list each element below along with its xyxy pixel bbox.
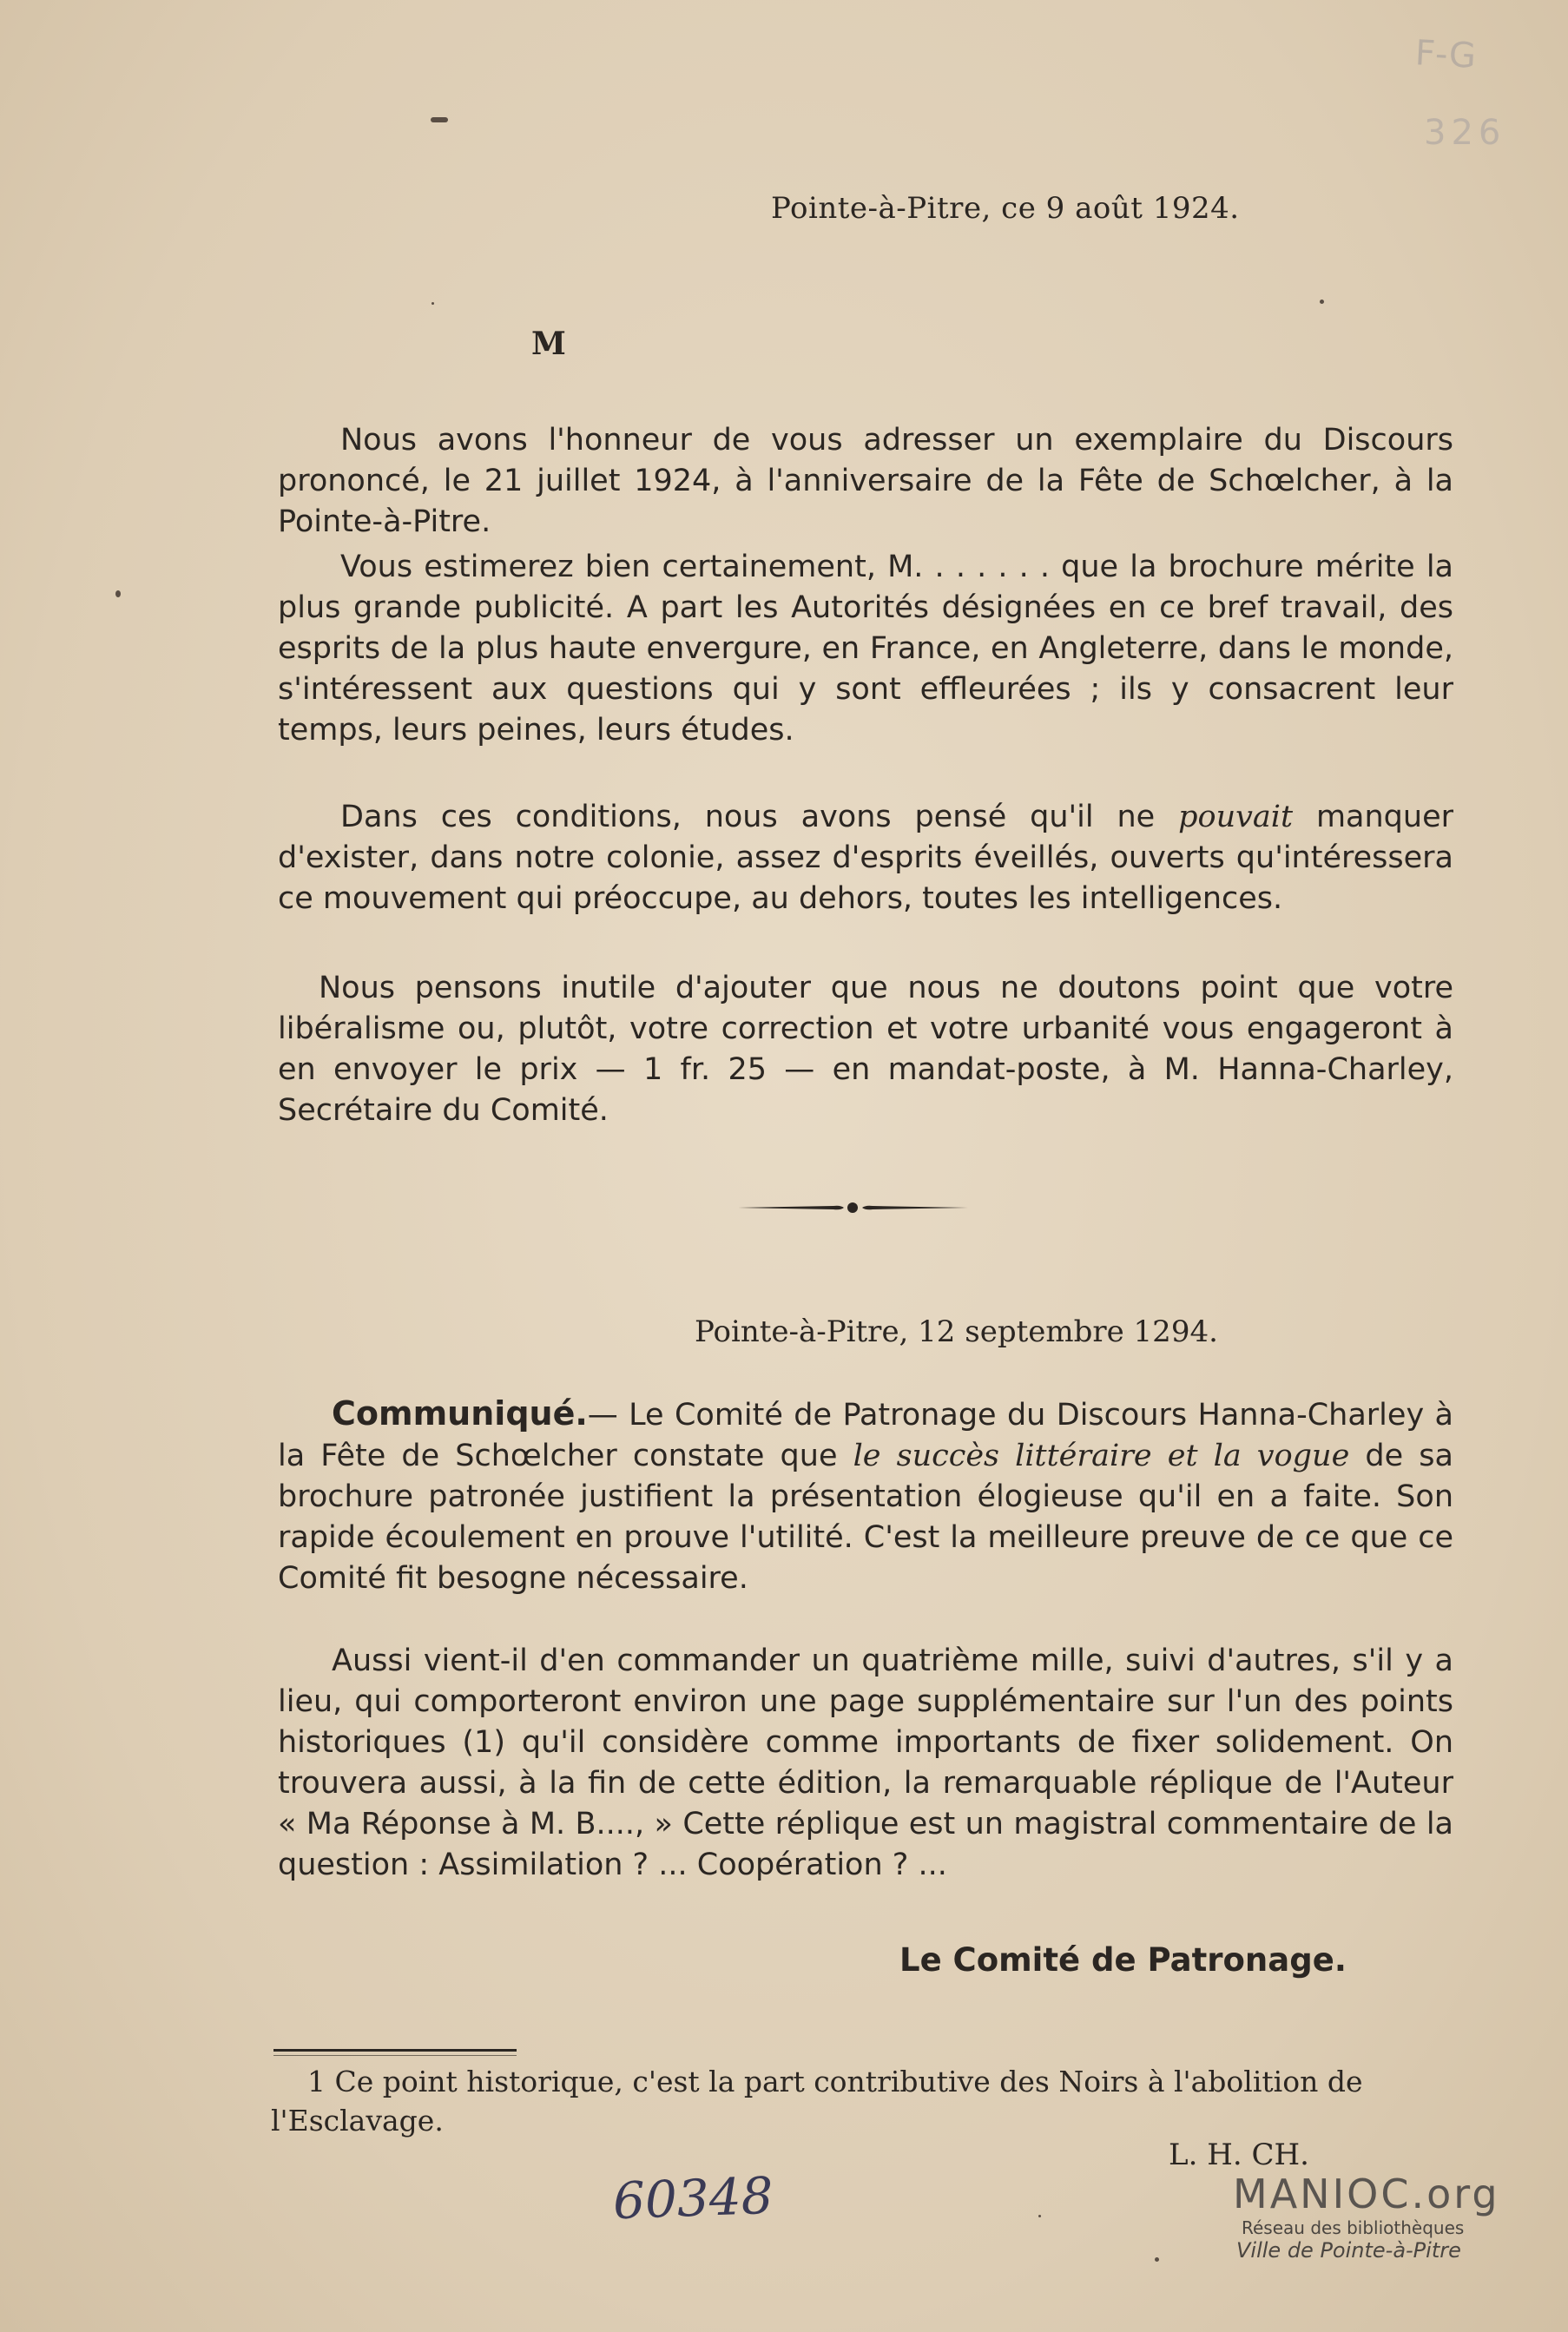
italic-text: pouvait (1178, 800, 1294, 834)
text-run: — Le Comité de Patronage du Discours Hanna-Charley à la Fête de Schœlcher constate que (278, 1398, 1453, 1473)
communique-signature: Le Comité de Patronage. (899, 1941, 1347, 1979)
ornament-divider (738, 1195, 968, 1221)
manioc-logo (1233, 2171, 1528, 2263)
logo-wordmark: MANIOC.org (1233, 2171, 1500, 2217)
letter-paragraph-1: Nous avons l'honneur de vous adresser un exemplaire du Discours prononcé, le 21 juillet 1924, à l'anniversaire de la Fête de Schœlcher, à la Pointe-à-Pitre. (278, 423, 1453, 539)
text-run: Dans ces conditions, nous avons pensé qu'il ne (340, 800, 1179, 834)
pencil-annotation: F-G (1413, 33, 1478, 76)
communique-paragraph-2: Aussi vient-il d'en commander un quatrième mille, suivi d'autres, s'il y a lieu, qui comporteront environ une page supplémentaire sur l'un des points historiques (1) qu'il considère comme importants de fixer solidement. On trouvera aussi, à la fin de cette édition, la remarquable réplique de l'Auteur « Ma Réponse à M. B...., » Cette réplique est un magistral commentaire de la question : Assimilation ? ... Coopération ? ... (278, 1644, 1453, 1882)
italic-text: le succès littéraire et la vogue (853, 1439, 1350, 1473)
letter-paragraph-2: Vous estimerez bien certainement, M. . . . . . . que la brochure mérite la plus grande publicité. A part les Autorités désignées en ce bref travail, des esprits de la plus haute envergure, en France, en Angleterre, dans le monde, s'intéressent aux questions qui y sont effleurées ; ils y consacrent leur temps, leurs peines, leurs études. (278, 550, 1453, 748)
handwritten-inventory-number: 60348 (611, 2165, 774, 2231)
paper-speck (115, 590, 121, 597)
paper-speck (1155, 2257, 1159, 2262)
logo-institution: Ville de Pointe-à-Pitre (1236, 2238, 1461, 2263)
footnote-rule (273, 2049, 517, 2052)
footnote-rule-thin (273, 2055, 517, 2056)
letter-paragraph-3 (278, 797, 1453, 919)
paper-speck (432, 302, 434, 305)
logo-subtitle: Réseau des bibliothèques (1242, 2217, 1465, 2238)
communique-paragraph-1 (278, 1393, 1453, 1599)
paper-speck (1038, 2215, 1041, 2217)
communique-heading: Communiqué. (332, 1394, 588, 1433)
paper-speck (431, 117, 448, 122)
pencil-annotation-2: 326 (1424, 113, 1506, 153)
letter-salutation: M (531, 326, 566, 362)
communique-date: Pointe-à-Pitre, 12 septembre 1294. (695, 1314, 1218, 1349)
author-initials: L. H. CH. (1169, 2138, 1309, 2172)
paper-speck (1320, 300, 1324, 304)
footnote: 1 Ce point historique, c'est la part contributive des Noirs à l'abolition de l'Esclavage. (271, 2065, 1363, 2138)
text-run: de sa brochure patronée justifient la présentation élogieuse qu'il en a faite. Son rapide écoulement en prouve l'utilité. C'est la meilleure preuve de ce que ce Comité fit besogne nécessaire. (278, 1439, 1453, 1596)
letter-date: Pointe-à-Pitre, ce 9 août 1924. (771, 191, 1240, 226)
letter-paragraph-4: Nous pensons inutile d'ajouter que nous ne doutons point que votre libéralisme ou, plutôt, votre correction et votre urbanité vous engageront à en envoyer le prix — 1 fr. 25 — en mandat-poste, à M. Hanna-Charley, Secrétaire du Comité. (278, 971, 1453, 1128)
text-run: manquer d'exister, dans notre colonie, assez d'esprits éveillés, ouverts qu'intéressera ce mouvement qui préoccupe, au dehors, toutes les intelligences. (278, 800, 1453, 916)
